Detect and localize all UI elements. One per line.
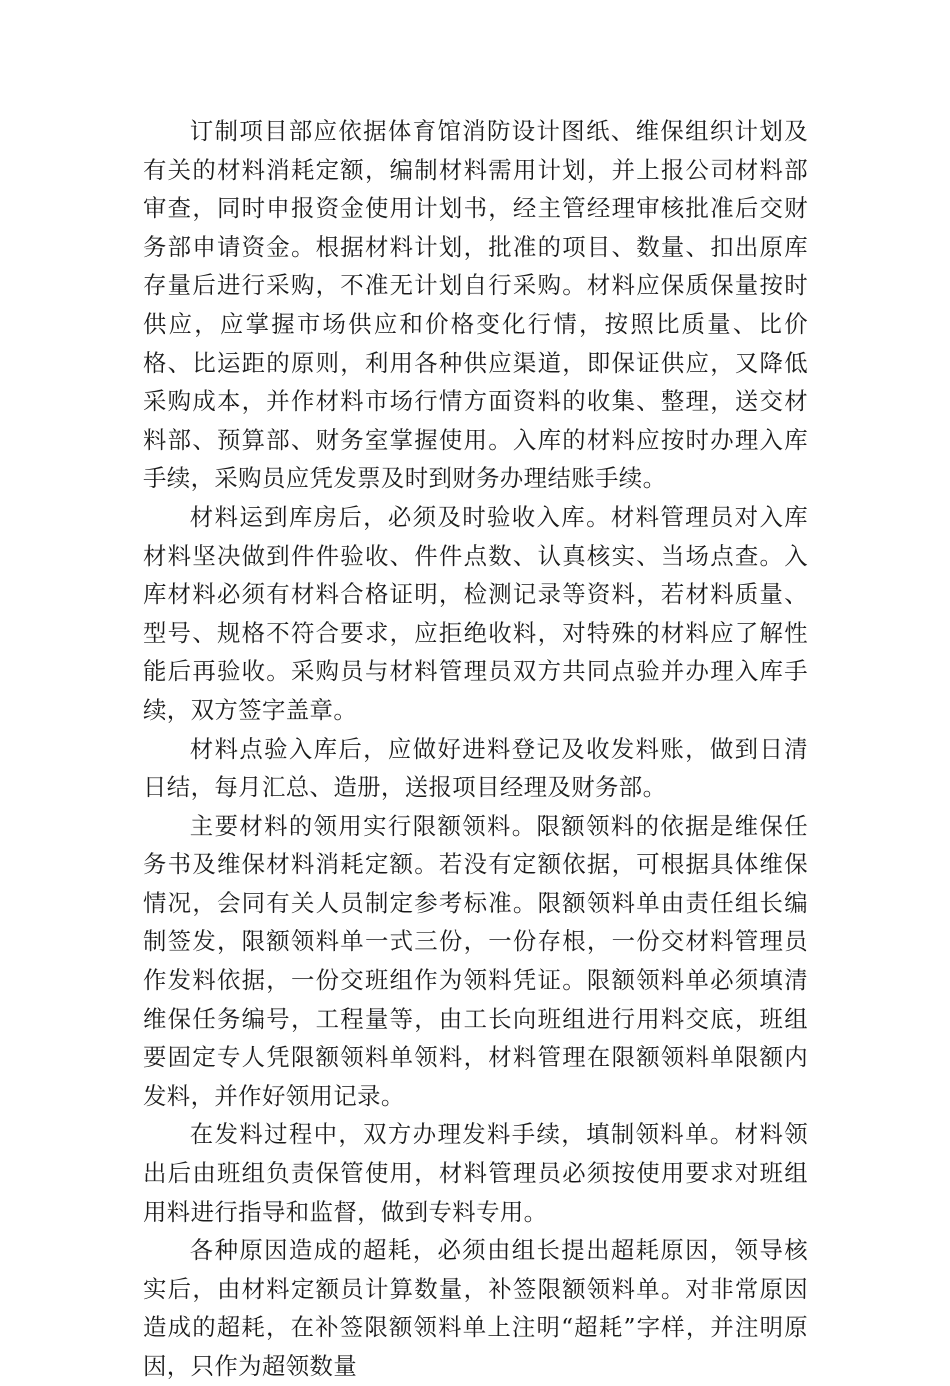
paragraph-overconsumption: 各种原因造成的超耗，必须由组长提出超耗原因，领导核实后，由材料定额员计算数量，补签限额领料单。对非常原因造成的超耗，在补签限额领料单上注明“超耗”字样，并注明原因，只作为超领数量 [143,1236,808,1380]
document-body [143,112,808,1386]
paragraph-ledger-registration: 材料点验入库后，应做好进料登记及收发料账，做到日清日结，每月汇总、造册，送报项目经理及财务部。 [143,734,808,802]
paragraph-issuing-materials: 在发料过程中，双方办理发料手续，填制领料单。材料领出后由班组负责保管使用，材料管理员必须按使用要求对班组用料进行指导和监督，做到专料专用。 [143,1120,808,1226]
paragraph-procurement: 订制项目部应依据体育馆消防设计图纸、维保组织计划及有关的材料消耗定额，编制材料需用计划，并上报公司材料部审查，同时申报资金使用计划书，经主管经理审核批准后交财务部申请资金。根据材料计划，批准的项目、数量、扣出原库存量后进行采购，不准无计划自行采购。材料应保质保量按时供应，应掌握市场供应和价格变化行情，按照比质量、比价格、比运距的原则，利用各种供应渠道，即保证供应，又降低采购成本，并作材料市场行情方面资料的收集、整理，送交材料部、预算部、财务室掌握使用。入库的材料应按时办理入库手续，采购员应凭发票及时到财务办理结账手续。 [143,117,808,493]
paragraph-quota-requisition: 主要材料的领用实行限额领料。限额领料的依据是维保任务书及维保材料消耗定额。若没有定额依据，可根据具体维保情况，会同有关人员制定参考标准。限额领料单由责任组长编制签发，限额领料单一式三份，一份存根，一份交材料管理员作发料依据，一份交班组作为领料凭证。限额领料单必须填清维保任务编号，工程量等，由工长向班组进行用料交底，班组要固定专人凭限额领料单领料，材料管理在限额领料单限额内发料，并作好领用记录。 [143,811,808,1110]
paragraph-receiving-inspection: 材料运到库房后，必须及时验收入库。材料管理员对入库材料坚决做到件件验收、件件点数、认真核实、当场点查。入库材料必须有材料合格证明，检测记录等资料，若材料质量、型号、规格不符合要求，应拒绝收料，对特殊的材料应了解性能后再验收。采购员与材料管理员双方共同点验并办理入库手续，双方签字盖章。 [143,502,808,724]
